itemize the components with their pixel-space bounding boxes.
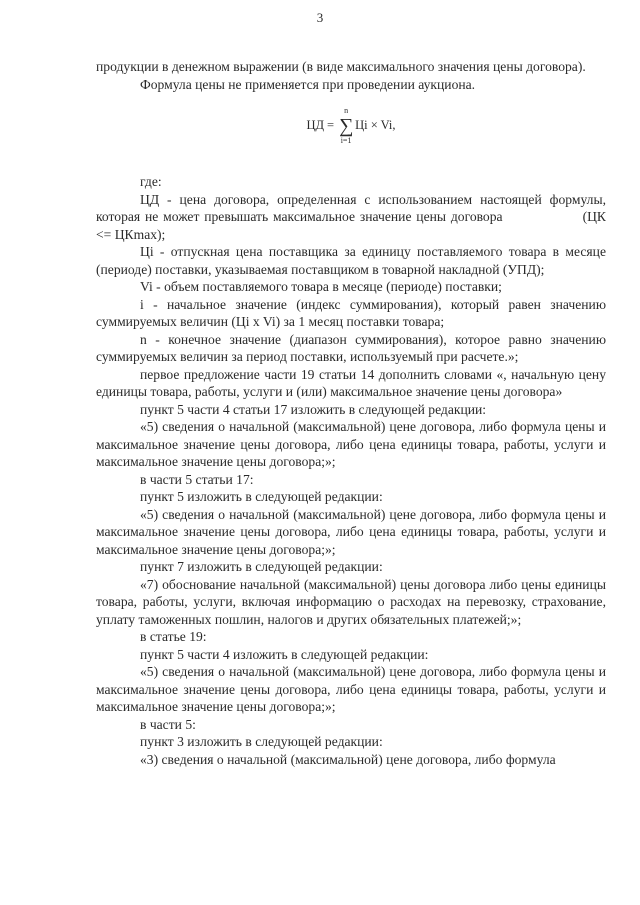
paragraph: «7) обоснование начальной (максимальной) цены договора либо цены единицы товара, работы, услуги, включая информацию о расходах на перевозку, страхование, уплату таможенных пошлин, налогов и других обязательных платежей;»; [96,576,606,627]
price-formula [96,93,606,159]
summation-symbol [339,106,354,145]
paragraph: в части 5 статьи 17: [140,471,254,487]
paragraph: «5) сведения о начальной (максимальной) цене договора, либо формула цены и максимальное значение цены договора, либо цена единицы товара, работы, услуги и максимальное значение цены договора;»; [96,419,606,469]
formula-lhs: ЦД [306,118,325,133]
definition-cd: ЦД - цена договора, определенная с использованием настоящей формулы, которая не может превышать максимальное значение цены договора [96,191,606,224]
paragraph: первое предложение части 19 статьи 14 дополнить словами «, начальную цену единицы товара, работы, услуги и (или) максимальное значение цены договора» [96,366,606,399]
definition-cd-condition: (ЦК <= ЦКmax); [96,209,606,242]
formula-rhs: Цi × Vi, [355,118,396,133]
page-number: 3 [316,10,324,25]
paragraph [96,191,606,244]
paragraph: где: [140,174,162,189]
paragraph: пункт 7 изложить в следующей редакции: [140,559,383,574]
paragraph: «5) сведения о начальной (максимальной) цене договора, либо формула цены и максимальное значение цены договора, либо цена единицы товара, работы, услуги и максимальное значение цены договора;»; [96,506,606,557]
paragraph: Цi - отпускная цена поставщика за единицу поставляемого товара в месяце (периоде) поставки, указываемая поставщиком в товарной накладной (УПД); [96,244,606,277]
paragraph: Формула цены не применяется при проведении аукциона. [140,76,476,92]
sigma-glyph: ∑ [339,115,354,137]
paragraph: пункт 3 изложить в следующей редакции: [140,734,383,749]
paragraph: в части 5: [140,716,196,732]
document-body [96,58,606,768]
paragraph: i - начальное значение (индекс суммирования), который равен значению суммируемых величин (Цi x Vi) за 1 месяц поставки товара; [96,296,606,329]
paragraph: Vi - объем поставляемого товара в месяце (периоде) поставки; [140,279,502,294]
formula-equals: = [327,118,335,133]
paragraph: в статье 19: [140,629,207,644]
paragraph: пункт 5 части 4 статьи 17 изложить в следующей редакции: [140,401,487,417]
paragraph: n - конечное значение (диапазон суммирования), которое равно значению суммируемых величин за период поставки, используемый при расчете.»; [96,331,606,364]
summation-upper-limit: n [344,106,349,115]
summation-lower-limit: i=1 [340,136,352,145]
paragraph: пункт 5 части 4 изложить в следующей редакции: [140,646,429,662]
paragraph: «5) сведения о начальной (максимальной) цене договора, либо формула цены и максимальное значение цены договора, либо цена единицы товара, работы, услуги и максимальное значение цены договора;»; [96,664,606,714]
paragraph: продукции в денежном выражении (в виде максимального значения цены договора). [96,59,586,74]
paragraph: «3) сведения о начальной (максимальной) цене договора, либо формула [140,751,556,767]
paragraph: пункт 5 изложить в следующей редакции: [140,489,383,504]
